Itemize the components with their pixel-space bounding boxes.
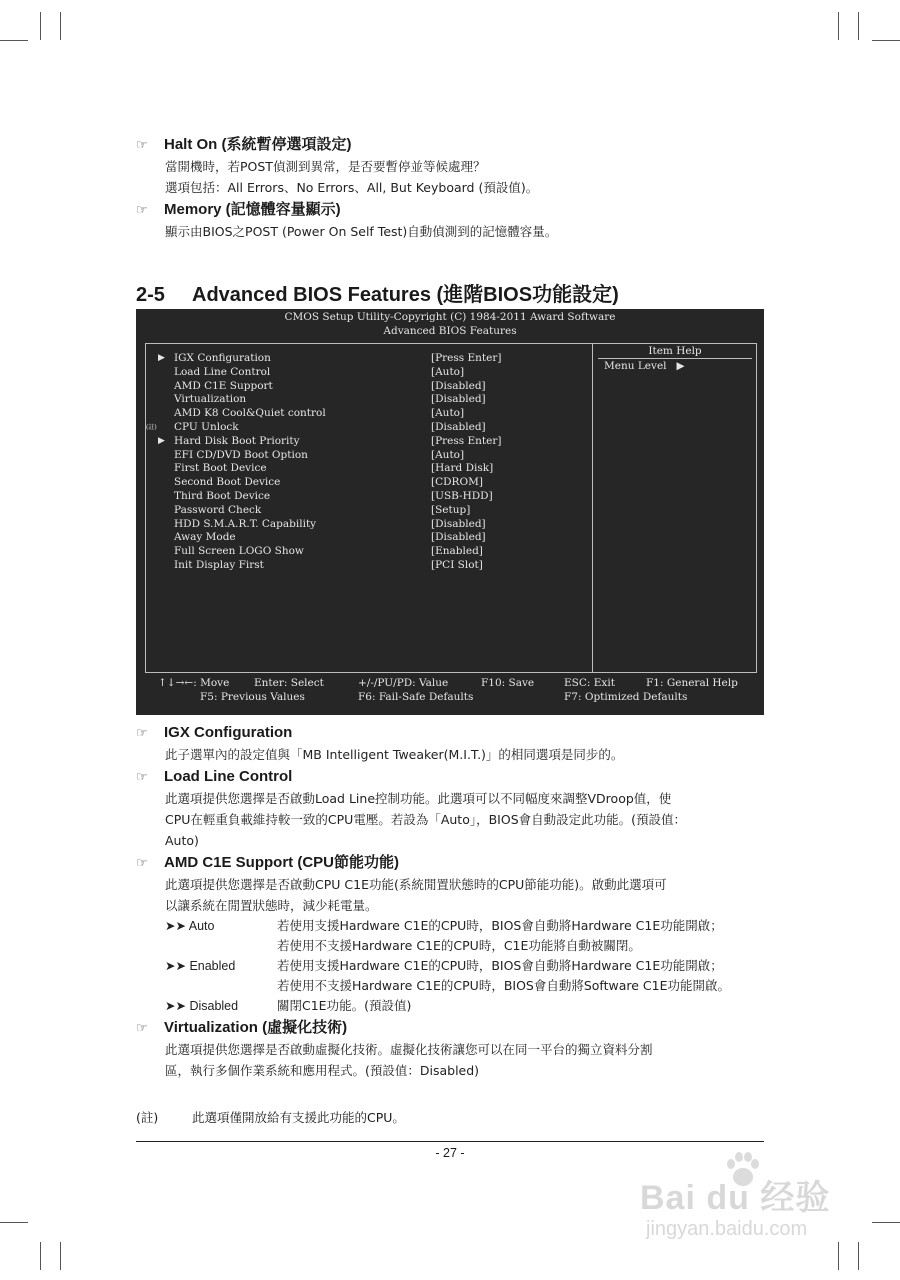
bios-menu-item[interactable] — [146, 531, 586, 545]
bios-item-label: Hard Disk Boot Priority — [174, 434, 300, 447]
bios-menu-item[interactable] — [146, 393, 586, 407]
paragraph-line: 此子選單內的設定值與「MB Intelligent Tweaker(M.I.T.)」的相同選項是同步的。 — [165, 747, 624, 762]
bios-item-value[interactable]: [Auto] — [431, 365, 465, 378]
virtualization-section — [136, 1017, 766, 1081]
menu-level-label: Menu Level ▶ — [604, 360, 685, 372]
bios-item-value[interactable]: [Setup] — [431, 503, 471, 516]
bios-item-value[interactable]: [USB-HDD] — [431, 490, 493, 502]
paragraph-line: 以讓系統在閒置狀態時，減少耗電量。 — [165, 898, 378, 913]
bios-item-label: AMD K8 Cool&Quiet control — [174, 407, 326, 420]
double-arrow-icon: ➤➤ — [165, 999, 186, 1013]
bios-item-value[interactable]: [CDROM] — [431, 476, 483, 489]
paragraph-line: 此選項提供您選擇是否啟動CPU C1E功能(系統閒置狀態時的CPU節能功能)。啟動此選項可 — [165, 877, 667, 892]
pointing-hand-icon: ☞ — [136, 137, 148, 152]
option-description: 若使用不支援Hardware C1E的CPU時，BIOS會自動將Software C1E功能開啟。 — [277, 978, 731, 993]
bios-item-value[interactable]: [Disabled] — [431, 379, 486, 392]
bios-item-label: Password Check — [174, 503, 262, 516]
submenu-arrow-icon: ▶ — [158, 353, 165, 363]
bios-item-label: Virtualization — [174, 393, 247, 406]
option-description: 若使用支援Hardware C1E的CPU時，BIOS會自動將Hardware C1E功能開啟； — [277, 958, 723, 973]
bios-menu-item[interactable] — [146, 352, 586, 366]
bios-item-value[interactable]: [Disabled] — [431, 531, 486, 544]
section-heading: Load Line Control — [164, 768, 293, 785]
bios-menu-item[interactable] — [146, 380, 586, 394]
bios-menu-item[interactable] — [146, 504, 586, 518]
option-auto: ➤➤ Auto 若使用支援Hardware C1E的CPU時，BIOS會自動將Hardware C1E功能開啟； 若使用不支援Hardware C1E的CPU時，C1E功能將自動被關閉。 — [165, 916, 766, 956]
footer-move: ↑↓→←: Move — [158, 677, 230, 689]
watermark-brand: Bai du 经验 — [640, 1179, 831, 1217]
c1e-section — [136, 852, 766, 1016]
paragraph-line: Auto) — [165, 833, 199, 848]
double-arrow-icon: ➤➤ — [165, 959, 186, 973]
footer-enter: Enter: Select — [254, 677, 324, 689]
crop-mark — [858, 12, 859, 40]
watermark-url: jingyan.baidu.com — [646, 1218, 808, 1240]
bios-menu-item[interactable] — [146, 449, 586, 463]
bios-menu-frame — [145, 343, 757, 673]
bios-item-label: IGX Configuration — [174, 352, 271, 364]
footer-previous-values: F5: Previous Values — [200, 691, 305, 703]
bios-item-label: Full Screen LOGO Show — [174, 545, 304, 558]
option-enabled: ➤➤ Enabled 若使用支援Hardware C1E的CPU時，BIOS會自動將Hardware C1E功能開啟； 若使用不支援Hardware C1E的CPU時，BIOS會自動將Software C1E功能開啟。 — [165, 956, 766, 996]
footer-exit: ESC: Exit — [564, 677, 615, 689]
double-arrow-icon: ➤➤ — [165, 919, 186, 933]
bios-item-value[interactable]: [Auto] — [431, 407, 465, 420]
bios-menu-item[interactable] — [146, 559, 586, 573]
pointing-hand-icon: ☞ — [136, 1020, 148, 1035]
paragraph-line: CPU在輕重負載維持較一致的CPU電壓。若設為「Auto」，BIOS會自動設定此功能。(預設值： — [165, 812, 687, 827]
bios-item-value[interactable]: [Enabled] — [431, 545, 483, 558]
bios-item-label: AMD C1E Support — [174, 379, 273, 392]
bios-menu-item[interactable] — [146, 462, 586, 476]
bios-header-title: Advanced BIOS Features — [383, 325, 517, 337]
bios-menu-item[interactable] — [146, 421, 586, 435]
bios-divider — [592, 344, 593, 672]
watermark — [640, 1150, 860, 1250]
bios-item-value[interactable]: [Press Enter] — [431, 434, 502, 447]
bios-menu-item[interactable] — [146, 518, 586, 532]
crop-mark — [0, 40, 28, 41]
bios-item-value[interactable]: [Hard Disk] — [431, 462, 494, 475]
footer-optimized: F7: Optimized Defaults — [564, 691, 688, 703]
crop-mark — [0, 1222, 28, 1223]
option-description: 若使用支援Hardware C1E的CPU時，BIOS會自動將Hardware C1E功能開啟； — [277, 918, 723, 933]
crop-mark — [40, 12, 41, 40]
paragraph-line: 當開機時，若POST偵測到異常，是否要暫停並等候處理？ — [165, 159, 486, 174]
paragraph-line: 此選項提供您選擇是否啟動虛擬化技術。虛擬化技術讓您可以在同一平台的獨立資料分割 — [165, 1042, 653, 1057]
bios-item-value[interactable]: [Disabled] — [431, 421, 486, 433]
paragraph-line: 選項包括：All Errors、No Errors、All, But Keyboard (預設值)。 — [165, 180, 539, 195]
bios-item-label: Init Display First — [174, 559, 264, 571]
bios-menu-item[interactable] — [146, 545, 586, 559]
bios-header-copyright: CMOS Setup Utility-Copyright (C) 1984-2011 Award Software — [284, 311, 616, 323]
load-line-section — [136, 766, 766, 851]
pointing-hand-icon: ☞ — [136, 725, 148, 740]
bios-item-value[interactable]: [Press Enter] — [431, 352, 502, 364]
bios-item-value[interactable]: [Auto] — [431, 448, 465, 461]
bios-item-label: EFI CD/DVD Boot Option — [174, 448, 308, 461]
halt-on-section — [136, 134, 766, 198]
bios-item-label: Load Line Control — [174, 365, 271, 378]
bios-menu-item[interactable] — [146, 476, 586, 490]
pointing-hand-icon: ☞ — [136, 769, 148, 784]
crop-mark — [60, 12, 61, 40]
section-heading: Halt On (系統暫停選項設定) — [164, 136, 352, 153]
option-disabled: ➤➤ Disabled 關閉C1E功能。(預設值) — [165, 996, 766, 1016]
footer-value: +/-/PU/PD: Value — [358, 677, 449, 689]
option-description: 關閉C1E功能。(預設值) — [277, 998, 412, 1013]
footer-rule — [136, 1141, 764, 1142]
bios-item-value[interactable]: [Disabled] — [431, 517, 486, 530]
bios-screenshot — [136, 309, 764, 715]
footnote-mark: (註) — [136, 1110, 159, 1125]
paragraph-line: 顯示由BIOS之POST (Power On Self Test)自動偵測到的記憶體容量。 — [165, 224, 558, 239]
section-heading: IGX Configuration — [164, 724, 293, 741]
igx-section — [136, 722, 766, 765]
chapter-title: Advanced BIOS Features (進階BIOS功能設定) — [192, 284, 619, 306]
bios-item-label: Second Boot Device — [174, 476, 281, 489]
footnote-text: 此選項僅開放給有支援此功能的CPU。 — [192, 1110, 405, 1125]
chapter-number: 2-5 — [136, 284, 165, 306]
crop-mark — [872, 1222, 900, 1223]
triangle-right-icon: ▶ — [676, 360, 685, 372]
section-heading: Virtualization (虛擬化技術) — [164, 1019, 348, 1036]
footer-help: F1: General Help — [646, 677, 738, 689]
pointing-hand-icon: ☞ — [136, 855, 148, 870]
bios-item-value[interactable]: [Disabled] — [431, 393, 486, 406]
section-heading: AMD C1E Support (CPU節能功能) — [164, 854, 399, 871]
bios-item-label: Third Boot Device — [174, 490, 271, 502]
submenu-arrow-icon: ▶ — [158, 435, 165, 446]
crop-mark — [838, 12, 839, 40]
paragraph-line: 此選項提供您選擇是否啟動Load Line控制功能。此選項可以不同幅度來調整VDroop值，使 — [165, 791, 672, 806]
footer-failsafe: F6: Fail-Safe Defaults — [358, 691, 474, 703]
option-description: 若使用不支援Hardware C1E的CPU時，C1E功能將自動被關閉。 — [277, 938, 641, 953]
memory-section — [136, 199, 766, 242]
bios-menu-item[interactable] — [146, 490, 586, 504]
footer-save: F10: Save — [481, 677, 535, 689]
pointing-hand-icon: ☞ — [136, 202, 148, 217]
paragraph-line: 區，執行多個作業系統和應用程式。(預設值：Disabled) — [165, 1063, 480, 1078]
bios-item-value[interactable]: [PCI Slot] — [431, 559, 483, 571]
crop-mark — [872, 40, 900, 41]
bios-item-label: Away Mode — [174, 531, 236, 544]
bios-menu-item[interactable] — [146, 366, 586, 380]
bios-item-label: HDD S.M.A.R.T. Capability — [174, 517, 317, 530]
note-marker: (註) — [146, 424, 157, 431]
crop-mark — [40, 1242, 41, 1270]
bios-menu-item[interactable] — [146, 435, 586, 449]
bios-item-label: First Boot Device — [174, 462, 267, 475]
bios-menu-item[interactable] — [146, 407, 586, 421]
crop-mark — [60, 1242, 61, 1270]
bios-item-label: CPU Unlock — [174, 421, 239, 433]
page-number: - 27 - — [435, 1146, 465, 1160]
item-help-label: Item Help — [598, 345, 752, 359]
section-heading: Memory (記憶體容量顯示) — [164, 201, 341, 218]
